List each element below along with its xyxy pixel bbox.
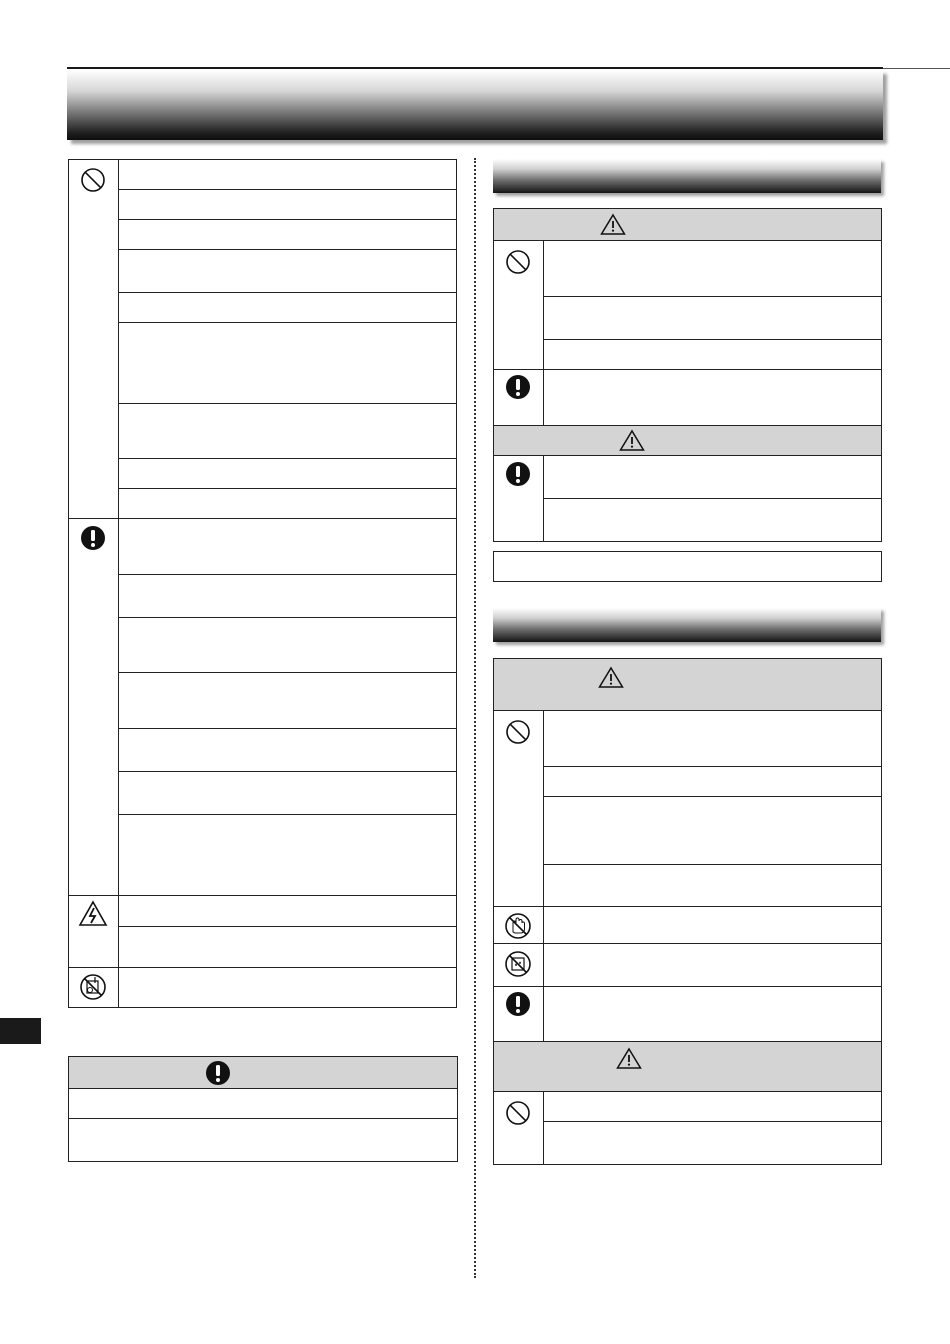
exclamation-icon [80, 525, 106, 551]
section-title-banner-1 [493, 159, 881, 193]
table-row [543, 1121, 882, 1165]
table-row [543, 498, 882, 542]
table-row [118, 322, 457, 404]
caution-header-row [68, 1056, 458, 1089]
warning-header-row [493, 658, 882, 711]
table-row [118, 574, 457, 618]
prohibition-icon [80, 167, 106, 193]
right-table-2 [493, 658, 882, 1165]
caution-header-row [493, 1041, 882, 1092]
no-wet-hands-icon [504, 912, 532, 940]
table-row [118, 292, 457, 323]
right-table-1 [493, 208, 882, 542]
header-rule [67, 67, 883, 69]
table-row [543, 369, 882, 426]
table-row [118, 219, 457, 250]
page-title-banner [67, 70, 883, 140]
note-row [493, 551, 882, 582]
table-row [543, 296, 882, 340]
table-row [118, 967, 457, 1008]
column-divider [474, 158, 476, 1278]
exclamation-icon [505, 374, 531, 400]
table-row [118, 518, 457, 575]
exclamation-icon [205, 1060, 231, 1086]
exclamation-icon [505, 991, 531, 1017]
prohibition-icon [505, 719, 531, 745]
table-row [543, 796, 882, 865]
table-row [543, 339, 882, 370]
table-row [118, 189, 457, 220]
table-row [118, 814, 457, 896]
table-row [118, 159, 457, 190]
no-water-icon [504, 950, 532, 978]
table-row [118, 458, 457, 489]
table-row [543, 906, 882, 944]
prohibition-icon [505, 249, 531, 275]
warning-triangle-icon [600, 213, 626, 236]
table-row [118, 403, 457, 459]
table-row [543, 710, 882, 767]
table-row [118, 895, 457, 927]
table-row [543, 240, 882, 297]
header-rule-right [883, 68, 950, 69]
table-row [118, 617, 457, 673]
table-row [118, 728, 457, 772]
electric-shock-icon [78, 900, 108, 927]
table-row [543, 864, 882, 907]
table-row [543, 766, 882, 797]
prohibition-icon [505, 1100, 531, 1126]
table-row [543, 986, 882, 1042]
table-row [543, 455, 882, 499]
exclamation-icon [505, 461, 531, 487]
left-caution-box [68, 1056, 458, 1162]
side-chapter-tab [0, 1018, 41, 1044]
icon-cell-mandatory [68, 518, 119, 896]
caution-header-row [493, 425, 882, 456]
icon-cell-prohibited [68, 159, 119, 519]
table-row [68, 1118, 458, 1162]
warning-triangle-icon [598, 666, 624, 689]
table-row [118, 249, 457, 293]
no-water-icon [79, 973, 107, 1001]
table-row [543, 943, 882, 987]
table-row [118, 771, 457, 815]
warning-header-row [493, 208, 882, 241]
left-precaution-table [68, 159, 457, 1008]
warning-triangle-icon [616, 1047, 642, 1070]
table-row [118, 488, 457, 519]
table-row [543, 1091, 882, 1122]
section-title-banner-2 [493, 608, 881, 642]
table-row [118, 926, 457, 968]
table-row [118, 672, 457, 729]
table-row [68, 1088, 458, 1119]
warning-triangle-icon [619, 429, 645, 452]
